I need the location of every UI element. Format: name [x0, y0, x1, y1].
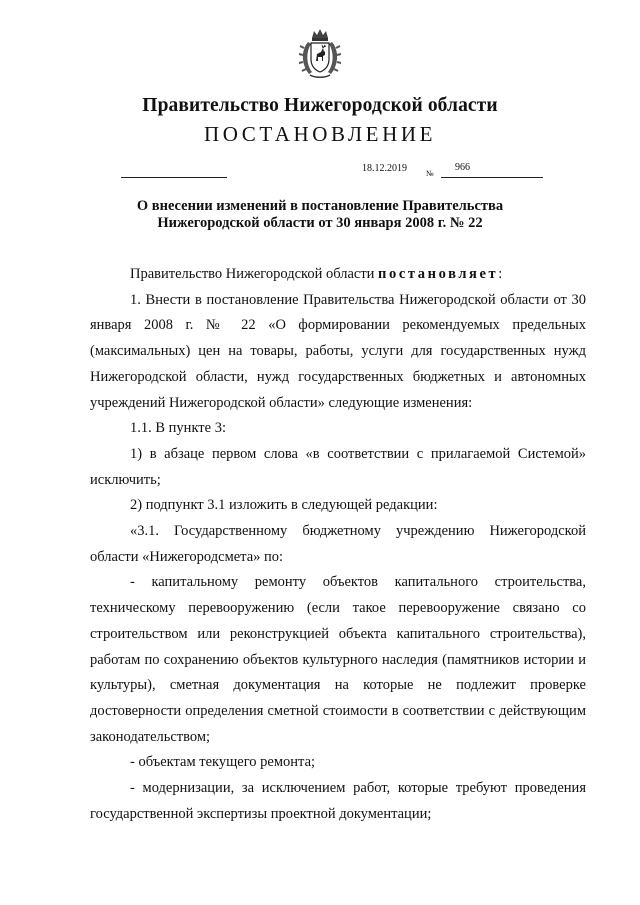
document-subject: [100, 198, 540, 232]
list-item-modernization: - модернизации, за исключением работ, которые требуют проведения государственной экспертизы проектной документации;: [90, 780, 586, 822]
list-item-current-repair: - объектам текущего ремонта;: [130, 754, 316, 771]
list-item-capital-repair: - капитальному ремонту объектов капитального строительства, техническому перевооружению (если такое перевооружение связано со строительством или реконструкцией объекта капитального строительства), работам по сохранению объектов культурного наследия (памятников истории и культуры), сметная документация на которые не подлежит проверке достоверности определения сметной стоимости в соответствии с действующим законодательством;: [90, 574, 586, 745]
document-type: ПОСТАНОВЛЕНИЕ: [203, 122, 437, 146]
document-date: 18.12.2019: [362, 163, 407, 174]
paragraph-subitem-2: 2) подпункт 3.1 изложить в следующей редакции:: [130, 497, 438, 514]
number-line: [441, 177, 543, 178]
intro-verb: постановляет: [378, 266, 499, 282]
coat-of-arms-emblem: [299, 28, 341, 80]
paragraph-item-1-1: 1.1. В пункте 3:: [130, 420, 226, 437]
organization-name: Правительство Нижегородской области: [142, 95, 498, 116]
signature-line: [121, 177, 227, 178]
document-number: 966: [455, 162, 470, 173]
paragraph-3-1: «3.1. Государственному бюджетному учреждению Нижегородской области «Нижегородсмета» по:: [90, 523, 586, 565]
subject-line-2: Нижегородской области от 30 января 2008 г. № 22: [157, 215, 483, 231]
number-sign: №: [426, 169, 434, 178]
intro-suffix: :: [498, 266, 503, 282]
paragraph-subitem-1: 1) в абзаце первом слова «в соответствии с прилагаемой Системой» исключить;: [90, 445, 586, 488]
subject-line-1: О внесении изменений в постановление Правительства: [136, 198, 504, 214]
paragraph-item-1: 1. Внести в постановление Правительства Нижегородской области от 30 января 2008 г. № 22 «О формировании рекомендуемых предельных (максимальных) цен на товары, работы, услуги для государственных нужд Нижегородской области, нужд государственных бюджетных и автономных учреждений Нижегородской области» следующие изменения:: [90, 291, 586, 411]
intro-prefix: Правительство Нижегородской области: [130, 266, 379, 282]
intro-paragraph: [90, 262, 586, 288]
document-body: [90, 262, 586, 827]
